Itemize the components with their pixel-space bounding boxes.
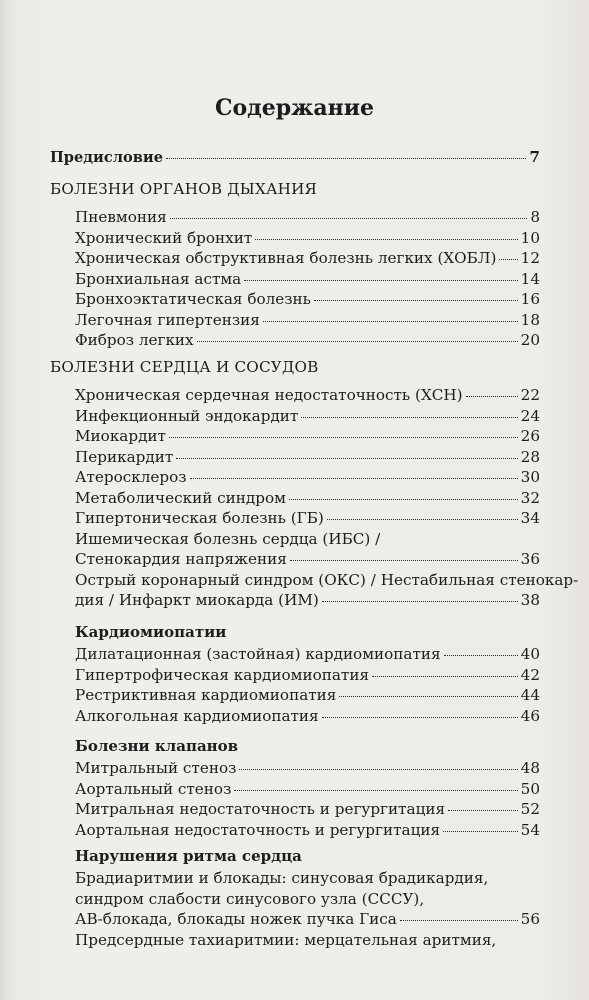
dot-leader [255,239,517,240]
toc-entry[interactable] [75,666,540,684]
dot-leader [176,458,517,459]
page-number: 16 [520,290,540,308]
toc-entry[interactable] [75,800,540,818]
page-number: 50 [520,779,540,798]
toc-entry[interactable] [75,489,540,507]
toc-entry[interactable] [75,468,540,486]
page-number: 14 [520,269,540,288]
page-number: 40 [520,645,540,663]
dot-leader [244,280,517,281]
entry-title: Перикардит [75,447,174,466]
page-number: 56 [520,910,540,928]
page-number: 8 [530,208,540,226]
dot-leader [170,218,528,219]
page-number: 42 [520,665,540,684]
toc-entry[interactable] [75,509,540,527]
subsection-heading: Болезни клапанов [75,737,239,755]
page-number: 54 [520,820,540,839]
dot-leader [197,341,518,342]
toc-entry[interactable] [75,427,540,445]
toc-entry[interactable] [75,331,540,349]
entry-title: Аортальный стеноз [75,779,232,798]
page-number: 28 [520,447,540,466]
toc-entry[interactable] [75,707,540,725]
page-number: 48 [520,759,540,777]
dot-leader [499,259,517,260]
entry-title: дия / Инфаркт миокарда (ИМ) [75,591,319,609]
entry-title: Рестриктивная кардиомиопатия [75,686,337,704]
entry-title: Бронхиальная астма [75,269,242,288]
toc-entry[interactable] [75,290,540,308]
toc-entry[interactable] [75,311,540,329]
entry-title: Митральная недостаточность и регургитация [75,800,446,818]
dot-leader [290,560,518,561]
dot-leader [239,769,517,770]
page-number: 32 [520,488,540,507]
entry-line: Ишемическая болезнь сердца (ИБС) / [75,529,381,548]
toc-entry[interactable] [75,448,540,466]
entry-title: Гипертрофическая кардиомиопатия [75,665,370,684]
entry-title: Инфекционный эндокардит [75,406,299,425]
entry-title: Предисловие [50,149,163,166]
toc-entry[interactable] [75,821,540,839]
page-number: 18 [520,310,540,329]
page-number: 44 [520,686,540,704]
dot-leader [314,300,518,301]
dot-leader [448,810,518,811]
page-number: 36 [520,550,540,568]
subsection-heading: Кардиомиопатии [75,623,227,641]
entry-title: Фиброз легких [75,331,194,349]
dot-leader [322,717,518,718]
dot-leader [327,519,518,520]
dot-leader [372,676,518,677]
page-number: 20 [520,331,540,349]
section-heading: БОЛЕЗНИ ОРГАНОВ ДЫХАНИЯ [50,180,318,198]
dot-leader [234,790,517,791]
page-number: 30 [520,468,540,486]
page-number: 34 [520,509,540,527]
entry-title: Легочная гипертензия [75,310,260,329]
dot-leader [466,396,518,397]
entry-title: Хронический бронхит [75,228,253,247]
dot-leader [166,158,526,159]
page-number: 38 [520,591,540,609]
toc-entry[interactable] [75,686,540,704]
entry-title: Миокардит [75,427,166,445]
page-title: Содержание [214,95,375,121]
subsection-heading: Нарушения ритма сердца [75,847,302,865]
entry-line: Острый коронарный синдром (ОКС) / Нестабильная стенокар- [75,570,579,589]
page-number: 24 [520,406,540,425]
entry-line: Брадиаритмии и блокады: синусовая брадикардия, [75,869,489,887]
entry-title: Хроническая сердечная недостаточность (ХСН) [75,386,463,404]
entry-title: Аортальная недостаточность и регургитация [75,820,441,839]
dot-leader [444,655,518,656]
page-number: 22 [520,386,540,404]
entry-title: АВ-блокада, блокады ножек пучка Гиса [75,910,397,928]
entry-title: Бронхоэктатическая болезнь [75,290,311,308]
toc-entry[interactable] [75,229,540,247]
toc-entry[interactable] [75,386,540,404]
toc-entry[interactable] [75,591,540,609]
entry-title: Митральный стеноз [75,759,237,777]
section-heading: БОЛЕЗНИ СЕРДЦА И СОСУДОВ [50,358,319,376]
page-number: 7 [529,148,540,166]
dot-leader [289,499,518,500]
toc-entry[interactable] [75,910,540,928]
dot-leader [301,417,517,418]
toc-entry[interactable] [75,780,540,798]
entry-title: Метаболический синдром [75,488,286,507]
page-number: 10 [520,228,540,247]
entry-title: Пневмония [75,208,167,226]
entry-title: Атеросклероз [75,468,187,486]
entry-title: Алкогольная кардиомиопатия [75,706,319,725]
dot-leader [190,478,518,479]
dot-leader [339,696,517,697]
toc-entry[interactable] [75,645,540,663]
toc-entry[interactable] [75,407,540,425]
entry-line: Предсердные тахиаритмии: мерцательная аритмия, [75,930,497,949]
entry-title: Гипертоническая болезнь (ГБ) [75,509,324,527]
toc-entry[interactable] [75,208,540,226]
dot-leader [169,437,518,438]
dot-leader [263,321,518,322]
dot-leader [443,831,518,832]
entry-title: Дилатационная (застойная) кардиомиопатия [75,645,441,663]
toc-entry-preface[interactable] [50,148,540,167]
dot-leader [400,920,518,921]
toc-entry[interactable] [75,550,540,568]
page-number: 52 [520,800,540,818]
dot-leader [322,601,518,602]
entry-title: Хроническая обструктивная болезнь легких (ХОБЛ) [75,249,497,267]
page-number: 12 [520,249,540,267]
page-number: 26 [520,427,540,445]
toc-entry[interactable] [75,249,540,267]
entry-title: Стенокардия напряжения [75,550,287,568]
entry-line: синдром слабости синусового узла (СССУ), [75,889,425,908]
toc-entry[interactable] [75,270,540,288]
toc-entry[interactable] [75,759,540,777]
page-number: 46 [520,706,540,725]
